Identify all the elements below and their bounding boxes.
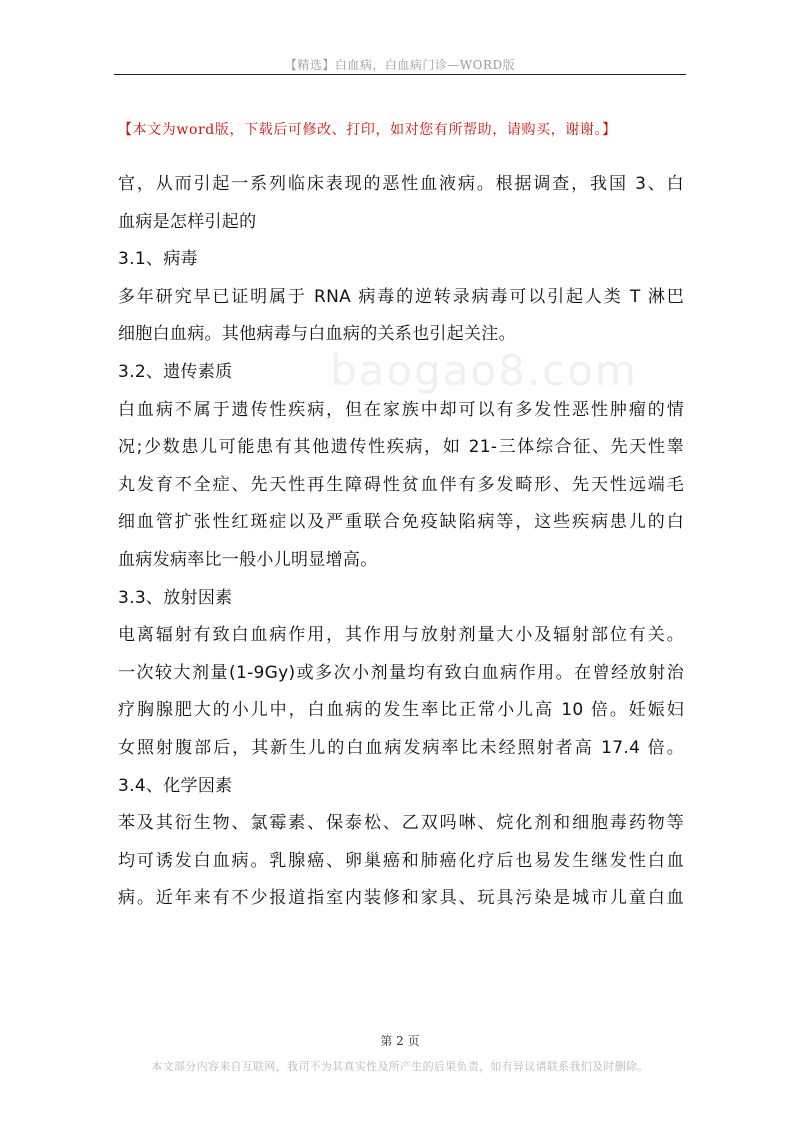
body-line: 病。近年来有不少报道指室内装修和家具、玩具污染是城市儿童白血	[118, 888, 684, 909]
body-line: 女照射腹部后，其新生儿的白血病发病率比未经照射者高 17.4 倍。	[118, 737, 684, 758]
body-line: 白血病不属于遗传性疾病，但在家族中却可以有多发性恶性肿瘤的情	[118, 399, 684, 420]
body-line: 多年研究早已证明属于 RNA 病毒的逆转录病毒可以引起人类 T 淋巴	[118, 286, 684, 307]
header-divider	[114, 74, 686, 75]
footer-disclaimer: 本文部分内容来自互联网，我司不为其真实性及所产生的后果负责，如有异议请联系我们及时删除。	[151, 1060, 649, 1073]
download-notice: 【本文为word版，下载后可修改、打印，如对您有所帮助，请购买，谢谢。】	[118, 122, 617, 138]
section-heading-3-1: 3.1、病毒	[118, 249, 198, 270]
body-line: 细胞白血病。其他病毒与白血病的关系也引起关注。	[118, 324, 516, 345]
section-heading-3-2: 3.2、遗传素质	[118, 361, 233, 382]
page-number: 第 2 页	[380, 1034, 420, 1048]
body-line: 血病发病率比一般小儿明显增高。	[118, 549, 378, 570]
body-line: 疗胸腺肥大的小儿中，白血病的发生率比正常小儿高 10 倍。妊娠妇	[118, 700, 684, 721]
body-line: 电离辐射有致白血病作用，其作用与放射剂量大小及辐射部位有关。	[118, 625, 684, 646]
page-header: 【精选】白血病，白血病门诊—WORD版	[284, 58, 516, 72]
body-line: 均可诱发白血病。乳腺癌、卵巢癌和肺癌化疗后也易发生继发性白血	[118, 850, 684, 871]
body-line: 细血管扩张性红斑症以及严重联合免疫缺陷病等，这些疾病患儿的白	[118, 512, 684, 533]
body-line: 一次较大剂量(1-9Gy)或多次小剂量均有致白血病作用。在曾经放射治	[118, 662, 684, 683]
body-line: 苯及其衍生物、氯霉素、保泰松、乙双吗啉、烷化剂和细胞毒药物等	[118, 813, 684, 834]
section-heading-3-3: 3.3、放射因素	[118, 587, 233, 608]
body-line: 丸发育不全症、先天性再生障碍性贫血伴有多发畸形、先天性远端毛	[118, 474, 684, 495]
watermark: baogao8.com	[330, 346, 638, 395]
body-line: 官，从而引起一系列临床表现的恶性血液病。根据调查，我国 3、白	[118, 174, 684, 194]
body-line: 况;少数患儿可能患有其他遗传性疾病，如 21-三体综合征、先天性睾	[118, 437, 684, 458]
document-body	[118, 166, 684, 918]
section-heading-3-4: 3.4、化学因素	[118, 775, 233, 796]
body-line: 血病是怎样引起的	[118, 211, 257, 232]
